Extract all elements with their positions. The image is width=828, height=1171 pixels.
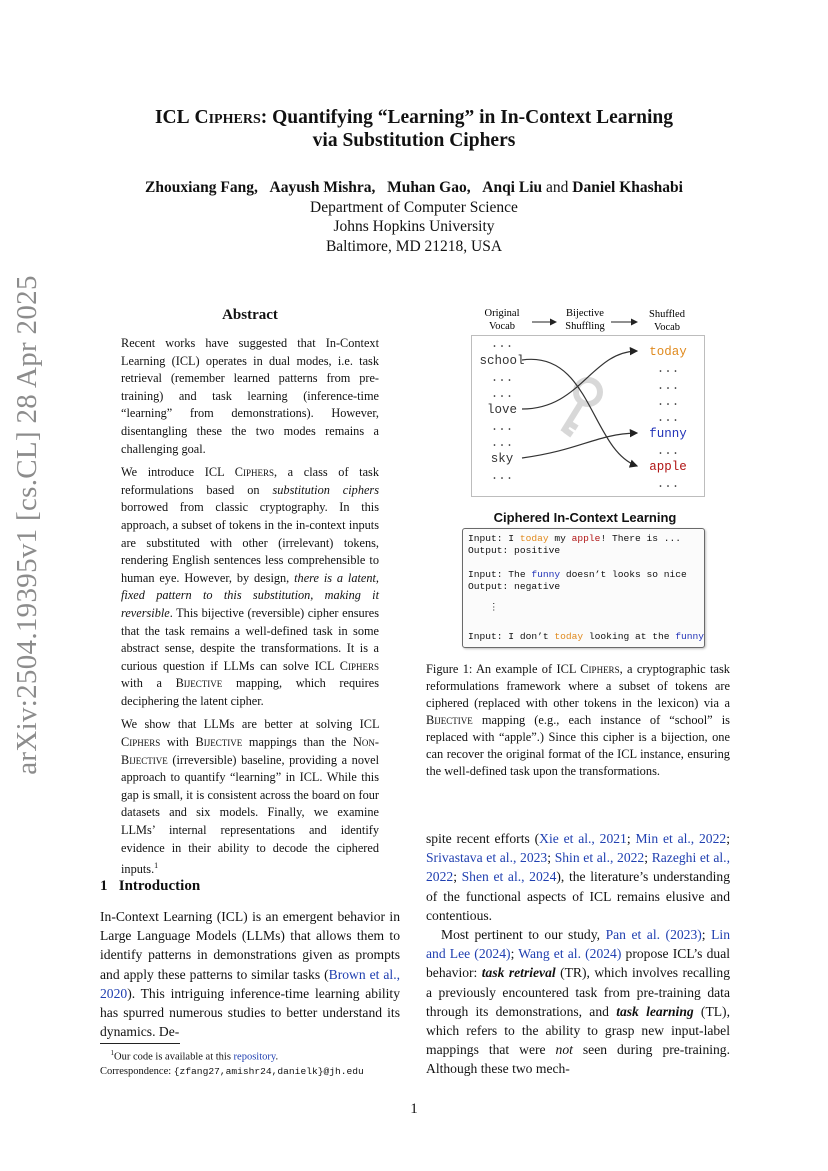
body-paragraph: spite recent efforts (Xie et al., 2021; Min et al., 2022; Srivastava et al., 2023; Shin et al., 2022; Razeghi et al., 2022; Shen et al., 2024), the literature’s understanding of the functional aspects of ICL remains elusive and contentious. [426,831,730,923]
author-name: Aayush Mishra, [269,179,376,196]
section-heading-introduction: 1 Introduction [100,878,201,894]
citation-link[interactable]: Srivastava et al., 2023 [426,850,548,866]
vocab-ellipsis: ... [490,420,514,434]
ciphered-icl-example [462,528,705,648]
abstract-body [121,335,379,885]
right-column-body [426,829,730,1079]
citation-link[interactable]: Lin and Lee (2024) [426,927,730,962]
abstract-paragraph: We show that LLMs are better at solving ICL Ciphers with Bijective mappings than the Non-Bijective (irreversible) baseline, providing a novel approach to quantify “learning” in ICL. While this gap is small, it is consistent across the board on four datasets and six models. Finally, we examine LLMs’ internal representations and identify evidence in their ability to decode the ciphered inputs.$^1$ [121,717,380,877]
vocab-ellipsis: ... [490,337,514,351]
column-label-original-vocab: Vocab [488,321,516,332]
citation-link[interactable]: Brown et al., 2020 [100,966,400,1001]
vocab-ellipsis: ... [656,395,680,409]
vocab-ellipsis: ... [490,387,514,401]
column-label-bijective-shuffling: Shuffling [565,321,605,332]
abstract-heading: Abstract [222,307,278,323]
author-name: Muhan Gao, [387,179,471,196]
column-label-original-vocab: Original [484,308,520,319]
author-list [100,179,728,197]
example-query-line: Input: I don’t today looking at the funny [468,631,705,642]
citation-link[interactable]: Pan et al. (2023) [605,927,702,943]
example-output-line: Output: negative [468,581,561,592]
author-conjunction: and [546,179,569,196]
mapping-arrow-school-to-apple [522,359,637,466]
vocab-ellipsis: ... [490,469,514,483]
vocab-word-love: love [486,403,518,417]
paper-title: ICL Ciphers: Quantifying “Learning” in In-Context Learning via Substitution Ciphers [154,107,674,151]
column-label-shuffled-vocab: Vocab [653,322,681,333]
vocab-ellipsis: ... [490,371,514,385]
author-name: Daniel Khashabi [572,179,683,196]
column-label-bijective-shuffling: Bijective [566,308,604,319]
citation-link[interactable]: Xie et al., 2021 [539,831,627,846]
vocab-ellipsis: ... [656,411,680,425]
affiliation-university: Johns Hopkins University [333,218,495,235]
citation-link[interactable]: Shen et al., 2024 [461,869,557,885]
footnote-marker[interactable]: 1 [154,861,159,871]
example-output-line: Output: positive [468,545,561,556]
example-input-line: Input: The funny doesn’t looks so nice [468,569,687,580]
citation-link[interactable]: Razeghi et al., 2022 [426,850,730,885]
column-label-shuffled-vocab: Shuffled [649,309,685,320]
vertical-ellipsis: ⋮ [489,602,499,613]
vocab-word-today: today [649,345,687,359]
vocab-ellipsis: ... [656,444,680,458]
author-name: Anqi Liu [482,179,543,196]
bijective-shuffling-diagram [471,300,711,500]
key-icon [563,380,600,435]
citation-link[interactable]: Shin et al., 2022 [554,850,645,866]
correspondence-emails[interactable]: {zfang27,amishr24,danielk}@jh.edu [173,1066,364,1077]
vocab-word-sky: sky [490,452,514,466]
footnote-rule [100,1043,180,1044]
affiliation-department: Department of Computer Science [310,199,518,216]
vocab-ellipsis: ... [656,477,680,491]
repository-link[interactable]: repository [233,1051,276,1063]
author-name: Zhouxiang Fang, [145,179,258,196]
vocab-word-school: school [479,354,525,368]
vocab-ellipsis: ... [656,379,680,393]
ciphered-icl-title: Ciphered In-Context Learning [493,510,677,525]
page-number: 1 [410,1101,418,1117]
body-paragraph: Most pertinent to our study, Pan et al. (2023); Lin and Lee (2024); Wang et al. (2024) propose ICL’s dual behavior: task retrieval (TR), which involves recalling a previously encountered task from pre-training data through its demonstrations, and task learning (TL), which refers to the ability to grasp new input-label mappings that were not seen during pre-training. Although these two mech- [426,927,731,1077]
example-input-line: Input: I today my apple! There is ... [468,533,682,544]
affiliation-address: Baltimore, MD 21218, USA [325,238,503,255]
citation-link[interactable]: Min et al., 2022 [635,831,727,846]
vocab-word-apple: apple [649,460,687,474]
vocab-ellipsis: ... [490,436,514,450]
citation-link[interactable]: Wang et al. (2024) [518,946,622,962]
abstract-paragraph: Recent works have suggested that In-Context Learning (ICL) operates in dual modes, i.e. task retrieval (remember learned patterns from pre-training) and task learning (inference-time “learning” from demonstrations). However, disentangling these the two modes remains a challenging goal. [121,336,379,456]
abstract-paragraph: We introduce ICL Ciphers, a class of task reformulations based on substitution ciphers borrowed from classic cryptography. In this approach, a subset of tokens in the in-context inputs are substituted with other (irrelevant) tokens, rendering English sentences less comprehensible to human eye. However, by design, there is a latent, fixed pattern to this substitution, making it reversible. This bijective (reversible) cipher ensures that the task remains a well-defined task in some abstract sense, despite the transformations. It is a curious question if LLMs can solve ICL Ciphers with a Bijective mapping, which requires deciphering the latent cipher. [121,465,380,708]
introduction-paragraph: In-Context Learning (ICL) is an emergent behavior in Large Language Models (LLMs) that allows them to identify patterns in demonstrations given as prompts and apply these patterns to similar tasks (Brown et al., 2020). This intriguing inference-time learning ability has spurred numerous studies to better understand its dynamics. De- [100,909,400,1040]
vocab-ellipsis: ... [656,362,680,376]
arxiv-identifier: arXiv:2504.19395v1 [cs.CL] 28 Apr 2025 [11,275,43,775]
vocab-word-funny: funny [649,427,687,441]
figure-caption: Figure 1: An example of ICL Ciphers, a cryptographic task reformulations framework where a subset of tokens are ciphered (replaced with other tokens in the lexicon) via a Bijective mapping (e.g., each instance of “school” is replaced with “apple”.) Since this cipher is a bijection, one can recover the original format of the ICL instance, ensuring the well-defined task upon the transformations. [426,662,730,778]
footnote: $^1$Our code is available at this repository. Correspondence: {zfang27,amishr24,danielk}@jh.edu [100,1049,364,1077]
